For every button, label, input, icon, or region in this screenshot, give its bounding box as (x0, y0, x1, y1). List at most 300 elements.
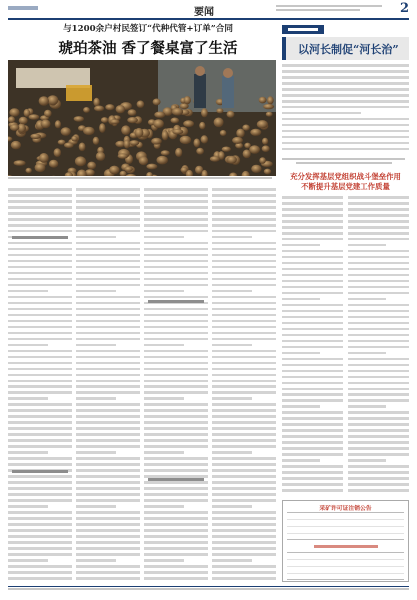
text-line-placeholder (76, 260, 140, 263)
text-line-placeholder (282, 256, 343, 259)
text-line-placeholder (282, 142, 409, 145)
tea-fruit-shape (11, 141, 21, 149)
text-line-placeholder (76, 403, 140, 406)
text-line-placeholder (8, 517, 72, 520)
text-line-placeholder (144, 553, 208, 556)
text-line-placeholder (282, 334, 343, 337)
text-line-placeholder (8, 230, 72, 233)
text-line-placeholder (8, 314, 72, 317)
text-line-placeholder (76, 457, 140, 460)
mining-notice (282, 500, 409, 582)
tea-fruit-shape (257, 120, 268, 128)
text-line-placeholder (212, 499, 276, 502)
text-line-placeholder (212, 505, 252, 508)
tea-fruit-shape (129, 140, 139, 145)
text-line-placeholder (212, 433, 276, 436)
text-line-placeholder (76, 326, 140, 329)
text-line-placeholder (282, 268, 343, 271)
text-line-placeholder (348, 292, 409, 295)
text-line-placeholder (76, 380, 140, 383)
text-line-placeholder (144, 194, 208, 197)
text-line-placeholder (144, 463, 208, 466)
text-line-placeholder (282, 244, 320, 247)
text-line-placeholder (8, 445, 72, 448)
text-line-placeholder (8, 559, 48, 562)
lead-body-column-4 (212, 188, 276, 584)
text-line-placeholder (282, 70, 409, 73)
text-line-placeholder (212, 188, 276, 191)
text-line-placeholder (212, 559, 252, 562)
text-line-placeholder (144, 350, 208, 353)
tea-fruit-shape (251, 165, 261, 173)
tea-fruit-shape (220, 130, 227, 136)
text-line-placeholder (144, 529, 208, 532)
text-line-placeholder (144, 374, 208, 377)
text-line-placeholder (282, 322, 343, 325)
text-line-placeholder (144, 415, 208, 418)
text-line-placeholder (282, 232, 343, 235)
text-line-placeholder (144, 403, 208, 406)
text-line-placeholder (282, 238, 343, 241)
text-line-placeholder (348, 388, 409, 391)
lead-pre-headline: 与1200余户村民签订“代种代管+订单”合同 (63, 24, 233, 34)
text-line-placeholder (8, 547, 72, 550)
text-line-placeholder (212, 463, 276, 466)
tea-fruit-shape (96, 152, 105, 161)
text-line-placeholder (212, 212, 276, 215)
text-line-placeholder (144, 368, 208, 371)
commentary-headline: 以河长制促“河长治” (298, 43, 399, 56)
tea-fruit-shape (210, 156, 220, 162)
text-line-placeholder (282, 423, 343, 426)
text-line-placeholder (212, 535, 276, 538)
text-line-placeholder (282, 429, 343, 432)
text-line-placeholder (282, 352, 320, 355)
text-line-placeholder (282, 82, 409, 85)
text-line-placeholder (144, 511, 208, 514)
text-line-placeholder (8, 362, 72, 365)
tea-fruit-shape (267, 96, 274, 104)
text-line-placeholder (144, 284, 208, 287)
text-line-placeholder (282, 316, 343, 319)
commentary-body (282, 64, 409, 154)
tea-fruit-shape (71, 136, 77, 142)
second-story-headline-line-1: 充分发挥基层党组织战斗堡垒作用 (290, 172, 401, 181)
text-line-placeholder (348, 232, 409, 235)
text-line-placeholder (348, 435, 409, 438)
text-line-placeholder (76, 547, 140, 550)
text-line-placeholder (282, 250, 343, 253)
tea-fruit-shape (49, 160, 58, 168)
text-line-placeholder (282, 459, 320, 462)
text-line-placeholder (212, 493, 276, 496)
second-story-kicker (282, 158, 409, 166)
tea-fruit-shape (105, 104, 114, 110)
text-line-placeholder (282, 364, 343, 367)
text-line-placeholder (8, 499, 72, 502)
text-line-placeholder (348, 322, 409, 325)
text-line-placeholder (348, 483, 409, 486)
notice-row (287, 553, 404, 560)
tea-fruit-shape (39, 153, 49, 163)
tea-fruit-shape (87, 162, 96, 170)
tea-fruit-shape (61, 127, 71, 136)
tea-fruit-shape (216, 108, 223, 113)
second-story-column-2 (348, 196, 409, 496)
text-line-placeholder (144, 332, 208, 335)
text-line-placeholder (348, 238, 409, 241)
text-line-placeholder (212, 475, 276, 478)
text-line-placeholder (8, 439, 72, 442)
text-line-placeholder (282, 370, 343, 373)
tea-fruit-shape (29, 114, 40, 120)
text-line-placeholder (76, 356, 140, 359)
second-story-headline (282, 172, 409, 192)
text-line-placeholder (144, 242, 208, 245)
tea-fruit-shape (249, 145, 260, 154)
text-line-placeholder (348, 328, 409, 331)
tea-fruit-shape (162, 130, 169, 140)
text-line-placeholder (212, 290, 252, 293)
lead-headline: 琥珀茶油 香了餐桌富了生活 (58, 40, 238, 57)
text-line-placeholder (348, 399, 409, 402)
text-line-placeholder (282, 202, 343, 205)
text-line-placeholder (348, 262, 409, 265)
text-line-placeholder (144, 547, 208, 550)
text-line-placeholder (8, 463, 72, 466)
tea-fruit-shape (75, 156, 86, 166)
notice-row (287, 520, 404, 527)
text-line-placeholder (212, 421, 276, 424)
text-line-placeholder (8, 487, 72, 490)
text-line-placeholder (76, 409, 140, 412)
text-line-placeholder (348, 358, 409, 361)
footer (8, 588, 409, 592)
text-line-placeholder (8, 535, 72, 538)
text-line-placeholder (8, 451, 48, 454)
text-line-placeholder (282, 88, 409, 91)
text-line-placeholder (212, 427, 276, 430)
tea-fruit-shape (175, 148, 182, 157)
tea-fruit-shape (199, 122, 205, 129)
text-line-placeholder (8, 194, 72, 197)
text-line-placeholder (212, 260, 276, 263)
text-line-placeholder (76, 445, 140, 448)
tea-fruit-shape (35, 163, 46, 172)
text-line-placeholder (212, 350, 276, 353)
text-line-placeholder (212, 338, 276, 341)
text-line-placeholder (348, 364, 409, 367)
tea-fruit-shape (10, 124, 19, 131)
date-line (276, 5, 386, 13)
text-line-placeholder (212, 284, 276, 287)
text-line-placeholder (8, 320, 72, 323)
tea-fruit-shape (79, 143, 86, 152)
text-line-placeholder (348, 423, 409, 426)
tea-fruit-shape (110, 119, 120, 124)
text-line-placeholder (144, 391, 208, 394)
text-line-placeholder (282, 441, 343, 444)
tea-fruit-shape (124, 166, 133, 171)
text-line-placeholder (76, 278, 140, 281)
text-line-placeholder (212, 242, 276, 245)
text-line-placeholder (144, 523, 208, 526)
text-line-placeholder (76, 505, 116, 508)
text-line-placeholder (348, 370, 409, 373)
tea-fruit-shape (172, 129, 183, 134)
tea-fruit-shape (184, 96, 191, 104)
text-line-placeholder (212, 409, 276, 412)
text-line-placeholder (8, 278, 72, 281)
text-line-placeholder (212, 439, 276, 442)
text-line-placeholder (8, 260, 72, 263)
tea-fruit-shape (8, 116, 15, 123)
text-line-placeholder (76, 290, 116, 293)
text-line-placeholder (8, 200, 72, 203)
tea-fruit-shape (64, 142, 74, 148)
text-line-placeholder (8, 356, 72, 359)
tea-fruit-shape (171, 118, 180, 124)
text-line-placeholder (348, 489, 409, 492)
text-line-placeholder (144, 457, 208, 460)
text-line-placeholder (8, 409, 72, 412)
text-line-placeholder (144, 433, 208, 436)
tea-fruit-shape (124, 140, 130, 149)
notice-row (287, 527, 404, 534)
lead-photo (8, 60, 276, 176)
text-line-placeholder (8, 481, 72, 484)
text-line-placeholder (348, 465, 409, 468)
text-line-placeholder (8, 206, 72, 209)
tea-fruit-shape (58, 140, 66, 145)
text-line-placeholder (8, 565, 72, 568)
page-number: 2 (399, 1, 409, 16)
text-line-placeholder (282, 328, 343, 331)
text-line-placeholder (8, 326, 72, 329)
text-line-placeholder (76, 439, 140, 442)
text-line-placeholder (76, 272, 140, 275)
tea-fruit-shape (180, 136, 191, 144)
text-line-placeholder (348, 429, 409, 432)
text-line-placeholder (348, 405, 386, 408)
text-line-placeholder (8, 284, 72, 287)
text-line-placeholder (282, 118, 409, 121)
text-line-placeholder (282, 477, 343, 480)
text-line-placeholder (8, 415, 72, 418)
text-line-placeholder (76, 296, 140, 299)
text-line-placeholder (144, 278, 208, 281)
text-line-placeholder (144, 505, 184, 508)
tea-fruit-shape (214, 118, 224, 128)
text-line-placeholder (282, 106, 409, 109)
text-line-placeholder (212, 194, 276, 197)
text-line-placeholder (212, 415, 276, 418)
text-line-placeholder (8, 374, 72, 377)
text-line-placeholder (212, 403, 276, 406)
text-line-placeholder (76, 362, 140, 365)
text-line-placeholder (212, 385, 276, 388)
text-line-placeholder (212, 553, 276, 556)
text-line-placeholder (144, 272, 208, 275)
text-line-placeholder (348, 220, 409, 223)
tea-fruit-shape (93, 98, 99, 107)
text-line-placeholder (282, 304, 343, 307)
text-line-placeholder (348, 286, 409, 289)
text-line-placeholder (212, 487, 276, 490)
text-line-placeholder (348, 393, 409, 396)
text-line-placeholder (348, 304, 409, 307)
text-line-placeholder (348, 447, 409, 450)
text-line-placeholder (282, 220, 343, 223)
text-line-placeholder (8, 421, 72, 424)
text-line-placeholder (212, 511, 276, 514)
text-line-placeholder (144, 385, 208, 388)
text-line-placeholder (76, 308, 140, 311)
text-line-placeholder (144, 338, 208, 341)
text-line-placeholder (282, 130, 409, 133)
text-line-placeholder (348, 202, 409, 205)
text-line-placeholder (282, 358, 343, 361)
tea-fruit-shape (154, 112, 165, 118)
tea-fruit-shape (222, 147, 231, 152)
text-line-placeholder (282, 417, 343, 420)
tea-fruit-shape (242, 125, 249, 131)
text-line-placeholder (348, 298, 386, 301)
text-line-placeholder (282, 94, 409, 97)
text-line-placeholder (282, 298, 320, 301)
tea-fruit-shape (151, 138, 162, 145)
text-line-placeholder (144, 487, 208, 490)
text-line-placeholder (282, 447, 343, 450)
text-line-placeholder (76, 224, 140, 227)
text-line-placeholder (212, 362, 276, 365)
text-line-placeholder (8, 296, 72, 299)
text-line-placeholder (76, 194, 140, 197)
text-line-placeholder (76, 188, 140, 191)
mining-notice-title-2 (283, 543, 408, 548)
tea-fruit-shape (250, 129, 261, 136)
text-line-placeholder (144, 224, 208, 227)
text-line-placeholder (76, 427, 140, 430)
text-line-placeholder (212, 254, 276, 257)
notice-row (287, 560, 404, 567)
tea-fruit-shape (266, 112, 273, 117)
text-line-placeholder (144, 571, 208, 574)
tea-fruit-shape (153, 99, 161, 106)
text-line-placeholder (8, 457, 72, 460)
text-line-placeholder (76, 481, 140, 484)
text-line-placeholder (348, 268, 409, 271)
text-line-placeholder (76, 242, 140, 245)
text-line-placeholder (76, 206, 140, 209)
text-line-placeholder (212, 278, 276, 281)
tea-fruit-shape (101, 117, 108, 123)
text-line-placeholder (212, 332, 276, 335)
footer-rule (8, 586, 409, 587)
text-line-placeholder (8, 380, 72, 383)
text-line-placeholder (76, 212, 140, 215)
tea-fruit-shape (99, 123, 105, 133)
text-line-placeholder (282, 286, 343, 289)
text-line-placeholder (8, 218, 72, 221)
text-line-placeholder (212, 523, 276, 526)
text-line-placeholder (348, 208, 409, 211)
text-line-placeholder (348, 352, 386, 355)
text-line-placeholder (282, 465, 343, 468)
tea-fruit-shape (194, 139, 201, 148)
tea-fruit-shape (83, 107, 90, 113)
tea-fruit-shape (54, 148, 61, 157)
text-line-placeholder (348, 274, 409, 277)
text-line-placeholder (144, 409, 208, 412)
text-line-placeholder (282, 346, 343, 349)
text-line-placeholder (8, 541, 72, 544)
text-line-placeholder (8, 493, 72, 496)
text-line-placeholder (76, 511, 140, 514)
text-line-placeholder (212, 266, 276, 269)
text-line-placeholder (212, 391, 276, 394)
text-line-placeholder (212, 248, 276, 251)
section-label: 要闻 (194, 7, 214, 18)
text-line-placeholder (8, 523, 72, 526)
text-line-placeholder (76, 368, 140, 371)
text-line-placeholder (212, 320, 276, 323)
text-line-placeholder (282, 489, 343, 492)
text-line-placeholder (76, 350, 140, 353)
text-line-placeholder (282, 100, 409, 103)
text-line-placeholder (8, 368, 72, 371)
commentary-tag (282, 25, 324, 34)
mining-notice-table (287, 512, 404, 540)
text-line-placeholder (282, 214, 343, 217)
text-line-placeholder (212, 326, 276, 329)
text-line-placeholder (282, 124, 409, 127)
text-line-placeholder (144, 290, 184, 293)
text-line-placeholder (144, 577, 208, 580)
text-line-placeholder (348, 346, 409, 349)
text-line-placeholder (76, 463, 140, 466)
tea-fruit-shape (236, 129, 244, 138)
tea-fruit-shape (41, 120, 51, 129)
text-line-placeholder (76, 523, 140, 526)
text-line-placeholder (282, 453, 343, 456)
text-line-placeholder (76, 320, 140, 323)
text-line-placeholder (282, 196, 343, 199)
text-line-placeholder (76, 565, 140, 568)
tea-fruit-shape (183, 120, 194, 127)
tea-fruit-shape (172, 108, 183, 116)
notice-row (287, 513, 404, 520)
text-line-placeholder (8, 577, 72, 580)
tea-fruit-shape (259, 157, 266, 164)
text-line-placeholder (76, 499, 140, 502)
text-line-placeholder (144, 314, 208, 317)
text-line-placeholder (212, 517, 276, 520)
tea-fruit-shape (127, 117, 138, 123)
text-line-placeholder (8, 553, 72, 556)
text-line-placeholder (8, 403, 72, 406)
text-line-placeholder (212, 547, 276, 550)
lead-body-column-1 (8, 188, 72, 584)
tea-fruit-shape (94, 106, 104, 112)
tea-fruit-shape (262, 138, 268, 145)
text-line-placeholder (282, 274, 343, 277)
text-line-placeholder (76, 451, 116, 454)
text-line-placeholder (144, 236, 184, 239)
text-line-placeholder (8, 272, 72, 275)
text-line-placeholder (282, 471, 343, 474)
text-line-placeholder (212, 529, 276, 532)
